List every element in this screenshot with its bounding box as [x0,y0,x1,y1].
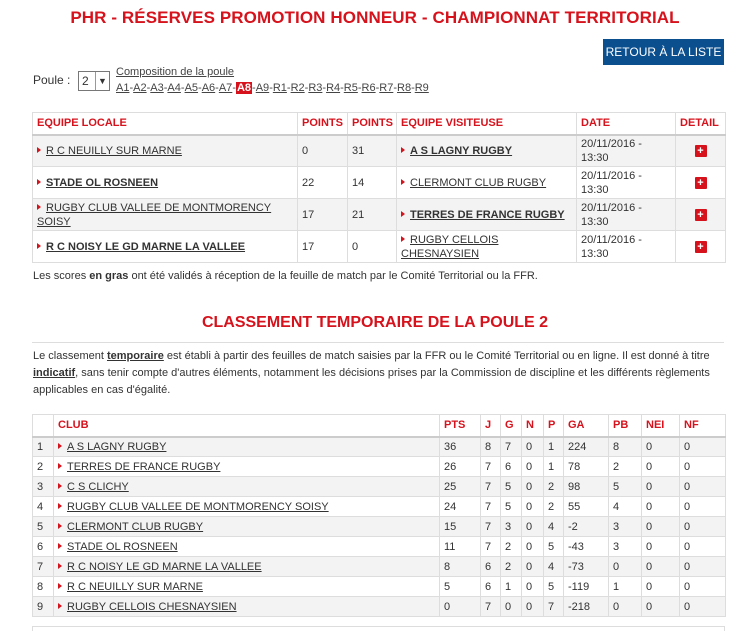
divider [32,342,724,343]
stat-j: 7 [481,537,501,557]
pool-link-separator: - [252,82,256,94]
pool-link-a8[interactable]: A8 [236,82,252,94]
match-date: 20/11/2016 - 13:30 [577,135,676,167]
stat-pb: 8 [609,437,642,457]
standings-description [33,348,723,399]
header-points-away: POINTS [348,113,397,135]
pool-link-a9[interactable]: A9 [255,82,270,94]
stat-pts: 0 [440,597,481,617]
stat-pb: 1 [609,577,642,597]
triangle-right-icon [58,503,62,509]
composition-label[interactable]: Composition de la poule [116,66,235,78]
pool-link-a4[interactable]: A4 [167,82,181,94]
stat-nf: 0 [680,517,726,537]
home-team-cell [33,167,298,199]
stat-nei: 0 [642,577,680,597]
stat-j: 6 [481,557,501,577]
standings-row [33,457,726,477]
stat-g: 7 [501,437,522,457]
standings-row [33,437,726,457]
pool-link-r6[interactable]: R6 [361,82,376,94]
home-team-cell [33,135,298,167]
stat-pts: 25 [440,477,481,497]
stat-nf: 0 [680,497,726,517]
club-cell [54,497,440,517]
plus-icon[interactable]: + [695,241,707,253]
stat-pb: 2 [609,457,642,477]
club-cell [54,597,440,617]
stat-n: 0 [522,577,544,597]
stat-pts: 8 [440,557,481,577]
triangle-right-icon [58,583,62,589]
desc-part-2: est établi à partir des feuilles de match saisies par la FFR ou le Comité Territorial ou en ligne. Il est donné à titre [163,350,710,362]
stat-g: 5 [501,497,522,517]
stat-nei: 0 [642,497,680,517]
club-link[interactable]: R C NEUILLY SUR MARNE [67,580,203,593]
pool-link-r4[interactable]: R4 [326,82,341,94]
desc-word-indicatif: indicatif [33,367,76,379]
triangle-right-icon [58,603,62,609]
club-link[interactable]: R C NOISY LE GD MARNE LA VALLEE [67,560,262,573]
stat-j: 7 [481,497,501,517]
triangle-right-icon [37,204,41,210]
club-link[interactable]: RUGBY CLUB VALLEE DE MONTMORENCY SOISY [67,500,329,513]
stat-pb: 0 [609,597,642,617]
away-team-cell [397,167,577,199]
chevron-down-icon: ▼ [95,72,109,90]
rank: 1 [33,437,54,457]
pool-link-separator: - [129,82,134,94]
stat-ga: 78 [564,457,609,477]
stat-j: 7 [481,477,501,497]
rank: 9 [33,597,54,617]
pool-link-a2[interactable]: A2 [133,82,147,94]
home-points: 17 [298,231,348,263]
desc-part-3: , sans tenir compte d'autres éléments, notamment les décisions prises par la Commission de discipline et les différents règlements applicables en cas d'égalité. [33,367,710,396]
club-cell [54,517,440,537]
standings-row [33,557,726,577]
header-p: P [544,415,564,437]
away-team-cell [397,231,577,263]
pool-link-separator: - [286,82,291,94]
triangle-right-icon [401,179,405,185]
stat-ga: 98 [564,477,609,497]
home-team-link[interactable]: R C NOISY LE GD MARNE LA VALLEE [46,240,246,253]
club-cell [54,577,440,597]
away-points: 21 [348,199,397,231]
pool-link-a5[interactable]: A5 [184,82,199,94]
pool-link-a6[interactable]: A6 [201,82,216,94]
stat-pts: 15 [440,517,481,537]
poule-select[interactable] [78,71,110,91]
header-away-team: EQUIPE VISITEUSE [397,113,577,135]
match-row [33,231,726,263]
header-nf: NF [680,415,726,437]
stat-g: 0 [501,597,522,617]
header-n: N [522,415,544,437]
away-team-link[interactable]: TERRES DE FRANCE RUGBY [410,208,565,221]
header-j: J [481,415,501,437]
page-title: PHR - RÉSERVES PROMOTION HONNEUR - CHAMPIONNAT TERRITORIAL [70,8,680,27]
stat-pb: 3 [609,537,642,557]
home-team-link[interactable]: STADE OL ROSNEEN [46,176,159,189]
stat-ga: -119 [564,577,609,597]
pool-link-a3[interactable]: A3 [150,82,164,94]
pool-link-separator: - [269,82,273,94]
club-cell [54,437,440,457]
away-points: 14 [348,167,397,199]
match-date: 20/11/2016 - 13:30 [577,231,676,263]
stat-j: 8 [481,437,501,457]
stat-nf: 0 [680,457,726,477]
stat-j: 7 [481,457,501,477]
stat-pts: 26 [440,457,481,477]
header-detail: DETAIL [676,113,726,135]
pool-link-r8[interactable]: R8 [397,82,412,94]
stat-p: 5 [544,537,564,557]
home-team-link[interactable]: R C NEUILLY SUR MARNE [46,144,182,157]
away-team-cell [397,135,577,167]
club-link[interactable]: A S LAGNY RUGBY [67,440,167,453]
match-date: 20/11/2016 - 13:30 [577,199,676,231]
stat-nei: 0 [642,517,680,537]
stat-nei: 0 [642,457,680,477]
triangle-right-icon [37,179,41,185]
stat-p: 7 [544,597,564,617]
stat-p: 2 [544,497,564,517]
match-row [33,135,726,167]
note-bold: en gras [89,270,129,282]
away-points: 0 [348,231,397,263]
plus-icon[interactable]: + [695,209,707,221]
note-pre: Les scores [33,270,90,282]
rank: 2 [33,457,54,477]
stat-pb: 0 [609,557,642,577]
matches-header-row [33,113,726,135]
pool-link-separator: - [322,82,327,94]
standings-header-row [33,415,726,437]
header-home-team: EQUIPE LOCALE [33,113,298,135]
pool-link-separator: - [198,82,202,94]
triangle-right-icon [37,147,41,153]
club-link[interactable]: CLERMONT CLUB RUGBY [67,520,204,533]
stat-ga: -43 [564,537,609,557]
pool-link-separator: - [180,82,185,94]
pool-link-separator: - [411,82,415,94]
stat-g: 6 [501,457,522,477]
header-points-home: POINTS [298,113,348,135]
stat-g: 2 [501,537,522,557]
pool-link-separator: - [215,82,219,94]
pool-link-separator: - [393,82,397,94]
stat-nf: 0 [680,477,726,497]
home-points: 0 [298,135,348,167]
stat-n: 0 [522,437,544,457]
rank: 3 [33,477,54,497]
header-pts: PTS [440,415,481,437]
detail-cell [676,167,726,199]
rank: 6 [33,537,54,557]
stat-nei: 0 [642,477,680,497]
stat-nf: 0 [680,537,726,557]
scores-note [33,270,538,282]
triangle-right-icon [58,483,62,489]
stat-nei: 0 [642,437,680,457]
match-row [33,199,726,231]
rank: 7 [33,557,54,577]
club-cell [54,557,440,577]
header-nei: NEI [642,415,680,437]
club-link[interactable]: C S CLICHY [67,480,129,493]
home-team-cell [33,199,298,231]
stat-j: 7 [481,597,501,617]
note-post: ont été validés à réception de la feuille de match par le Comité Territorial ou la FFR. [128,270,538,282]
stat-pts: 5 [440,577,481,597]
standings-table [32,414,726,617]
stat-nei: 0 [642,537,680,557]
pool-link-r9[interactable]: R9 [414,82,429,94]
pool-link-separator: - [163,82,168,94]
stat-ga: 55 [564,497,609,517]
plus-icon[interactable]: + [695,145,707,157]
pool-link-separator: - [304,82,309,94]
triangle-right-icon [401,236,405,242]
club-link[interactable]: STADE OL ROSNEEN [67,540,178,553]
header-date: DATE [577,113,676,135]
stat-pb: 3 [609,517,642,537]
triangle-right-icon [401,147,405,153]
pool-link-a1[interactable]: A1 [116,82,130,94]
stat-p: 1 [544,457,564,477]
standings-row [33,497,726,517]
next-section-box [32,626,725,631]
stat-p: 4 [544,557,564,577]
club-link[interactable]: TERRES DE FRANCE RUGBY [67,460,221,473]
stat-ga: 224 [564,437,609,457]
detail-cell [676,199,726,231]
club-cell [54,457,440,477]
detail-cell [676,135,726,167]
stat-n: 0 [522,517,544,537]
triangle-right-icon [58,563,62,569]
pool-link-separator: - [357,82,362,94]
club-cell [54,477,440,497]
stat-nf: 0 [680,597,726,617]
stat-pts: 36 [440,437,481,457]
home-team-cell [33,231,298,263]
stat-j: 6 [481,577,501,597]
standings-row [33,577,726,597]
away-team-cell [397,199,577,231]
stat-g: 3 [501,517,522,537]
pool-link-r1[interactable]: R1 [272,82,287,94]
stat-nf: 0 [680,557,726,577]
rank: 4 [33,497,54,517]
away-team-link[interactable]: RUGBY CELLOIS CHESNAYSIEN [401,233,499,260]
pool-link-separator: - [340,82,344,94]
away-points: 31 [348,135,397,167]
pool-link-a7[interactable]: A7 [218,82,233,94]
stat-nf: 0 [680,577,726,597]
stat-n: 0 [522,597,544,617]
pool-link-separator: - [146,82,151,94]
pool-link-separator: - [232,82,236,94]
desc-word-temporaire: temporaire [106,350,164,362]
plus-icon[interactable]: + [695,177,707,189]
stat-nf: 0 [680,437,726,457]
stat-pb: 5 [609,477,642,497]
stat-p: 5 [544,577,564,597]
stat-g: 2 [501,557,522,577]
pool-link-r5[interactable]: R5 [343,82,358,94]
stat-g: 5 [501,477,522,497]
detail-cell [676,231,726,263]
pool-link-r2[interactable]: R2 [290,82,305,94]
pool-link-r3[interactable]: R3 [308,82,323,94]
pool-link-separator: - [375,82,380,94]
header-rank [33,415,54,437]
rank: 5 [33,517,54,537]
stat-p: 1 [544,437,564,457]
stat-n: 0 [522,477,544,497]
stat-n: 0 [522,497,544,517]
back-to-list-button[interactable]: RETOUR À LA LISTE [603,39,724,65]
standings-row [33,477,726,497]
header-club: CLUB [54,415,440,437]
matches-table [32,112,726,263]
stat-pts: 24 [440,497,481,517]
triangle-right-icon [58,443,62,449]
club-link[interactable]: RUGBY CELLOIS CHESNAYSIEN [67,600,237,613]
rank: 8 [33,577,54,597]
desc-part-1: Le classement [33,350,107,362]
standings-title: CLASSEMENT TEMPORAIRE DE LA POULE 2 [201,314,549,331]
away-team-link[interactable]: A S LAGNY RUGBY [410,144,513,157]
stat-nei: 0 [642,597,680,617]
stat-ga: -218 [564,597,609,617]
stat-p: 2 [544,477,564,497]
away-team-link[interactable]: CLERMONT CLUB RUGBY [410,176,547,189]
triangle-right-icon [58,463,62,469]
standings-row [33,537,726,557]
stat-ga: -2 [564,517,609,537]
club-cell [54,537,440,557]
standings-row [33,597,726,617]
stat-pb: 4 [609,497,642,517]
stat-p: 4 [544,517,564,537]
poule-select-value: 2 [82,74,89,88]
match-row [33,167,726,199]
match-date: 20/11/2016 - 13:30 [577,167,676,199]
header-g: G [501,415,522,437]
home-points: 22 [298,167,348,199]
poule-label: Poule : [33,73,71,87]
stat-g: 1 [501,577,522,597]
stat-pts: 11 [440,537,481,557]
stat-n: 0 [522,457,544,477]
pool-links [116,82,429,94]
stat-j: 7 [481,517,501,537]
home-team-link[interactable]: RUGBY CLUB VALLEE DE MONTMORENCY SOISY [37,201,272,228]
triangle-right-icon [401,211,405,217]
home-points: 17 [298,199,348,231]
triangle-right-icon [37,243,41,249]
stat-n: 0 [522,537,544,557]
standings-row [33,517,726,537]
header-ga: GA [564,415,609,437]
stat-nei: 0 [642,557,680,577]
header-pb: PB [609,415,642,437]
stat-n: 0 [522,557,544,577]
stat-ga: -73 [564,557,609,577]
triangle-right-icon [58,543,62,549]
triangle-right-icon [58,523,62,529]
pool-link-r7[interactable]: R7 [379,82,394,94]
